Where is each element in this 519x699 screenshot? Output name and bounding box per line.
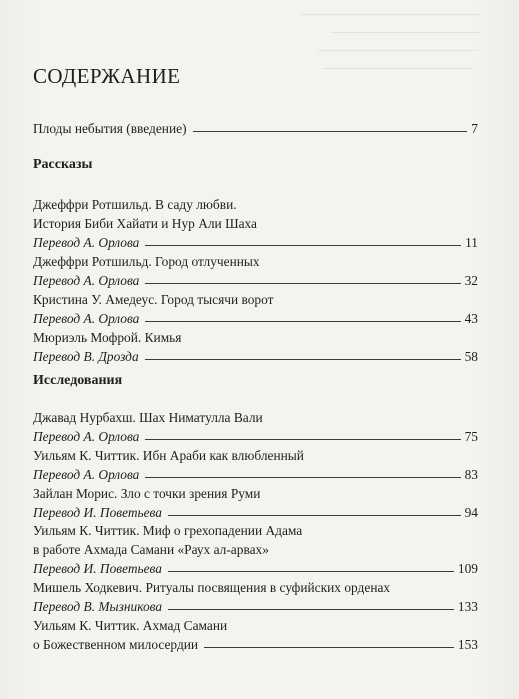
toc-page-number: 11 — [465, 234, 478, 250]
leader-rule — [168, 609, 454, 610]
toc-entry-text: Перевод И. Поветьева — [33, 561, 162, 577]
toc-line — [33, 253, 478, 270]
toc-page-number: 7 — [471, 121, 478, 136]
toc-line — [33, 215, 478, 232]
toc-entry-text: Перевод А. Орлова — [33, 234, 140, 250]
toc-line — [33, 560, 478, 577]
toc-entry-text: Джавад Нурбахш. Шах Ниматулла Вали — [33, 410, 263, 425]
leader-rule — [145, 359, 461, 360]
toc-entry-text: Кристина У. Амедеус. Город тысячи ворот — [33, 291, 274, 307]
toc-page-number: 43 — [464, 310, 478, 326]
toc-line — [33, 348, 478, 365]
toc-entry-text: Джеффри Ротшильд. Город отлученных — [33, 253, 260, 269]
toc-entry-text: Перевод А. Орлова — [33, 310, 140, 326]
toc-line — [33, 636, 478, 653]
toc-page-number: 94 — [464, 504, 478, 520]
toc-line — [33, 466, 478, 483]
toc-entry-intro — [33, 120, 478, 137]
leader-rule — [168, 571, 454, 572]
toc-entry-text: Уильям К. Читтик. Ибн Араби как влюбленный — [33, 447, 304, 463]
toc-line — [33, 234, 478, 251]
toc-line — [33, 428, 478, 445]
leader-rule — [145, 321, 460, 322]
toc-page-number: 75 — [464, 428, 478, 444]
leader-rule — [193, 131, 468, 132]
leader-rule — [145, 477, 460, 478]
toc-line — [33, 541, 478, 558]
toc-line — [33, 196, 478, 213]
bleed-through-mark — [300, 2, 480, 15]
leader-rule — [145, 283, 460, 284]
leader-rule — [204, 647, 454, 648]
bleed-through-mark — [330, 22, 480, 33]
toc-entry-text: Перевод А. Орлова — [33, 466, 140, 482]
toc-entry-text: Уильям К. Читтик. Ахмад Самани — [33, 617, 228, 633]
leader-rule — [168, 515, 461, 516]
toc-entry-text: в работе Ахмада Самани «Раух ал-арвах» — [33, 542, 269, 558]
toc-entry-text: Перевод А. Орлова — [33, 428, 140, 444]
toc-entry-text: Перевод В. Мызникова — [33, 599, 163, 614]
toc-entry-text: Джеффри Ротшильд. В саду любви. — [33, 197, 237, 212]
toc-line — [33, 272, 478, 289]
toc-line — [33, 447, 478, 464]
toc-entry-text: Перевод А. Орлова — [33, 272, 140, 288]
toc-line — [33, 329, 478, 346]
toc-entry-text: Мюриэль Мофрой. Кимья — [33, 329, 182, 345]
toc-page-number: 153 — [457, 636, 478, 652]
bleed-through-mark — [318, 40, 478, 51]
toc-entry-text: Уильям К. Читтик. Миф о грехопадении Адама — [33, 523, 303, 539]
toc-page-number: 133 — [457, 599, 478, 614]
toc-entry-text: Мишель Ходкевич. Ритуалы посвящения в суфийских орденах — [33, 580, 391, 596]
leader-rule — [145, 245, 461, 246]
toc-entry-text: Плоды небытия (введение) — [33, 121, 187, 136]
toc-line — [33, 522, 478, 539]
toc-line — [33, 579, 478, 596]
page-title: СОДЕРЖАНИЕ — [33, 64, 181, 88]
toc-entry-text: Зайлан Морис. Зло с точки зрения Руми — [33, 485, 261, 501]
toc-line — [33, 310, 478, 327]
toc-line — [33, 504, 478, 521]
section-heading-stories: Рассказы — [33, 157, 93, 172]
toc-page-number: 83 — [464, 466, 478, 482]
toc-line — [33, 291, 478, 308]
toc-line — [33, 485, 478, 502]
toc-page-number: 32 — [464, 272, 478, 288]
toc-entry-text: История Биби Хайати и Нур Али Шаха — [33, 215, 257, 231]
toc-line — [33, 598, 478, 615]
leader-rule — [145, 439, 460, 440]
section-heading-studies: Исследования — [33, 373, 123, 388]
toc-page-number: 109 — [457, 561, 478, 577]
toc-entry-text: Перевод В. Дрозда — [33, 348, 139, 364]
toc-entry-text: о Божественном милосердии — [33, 636, 199, 652]
toc-page-number: 58 — [464, 348, 478, 364]
toc-entry-text: Перевод И. Поветьева — [33, 504, 162, 520]
toc-line — [33, 617, 478, 634]
bleed-through-mark — [322, 58, 472, 69]
toc-line — [33, 409, 478, 426]
